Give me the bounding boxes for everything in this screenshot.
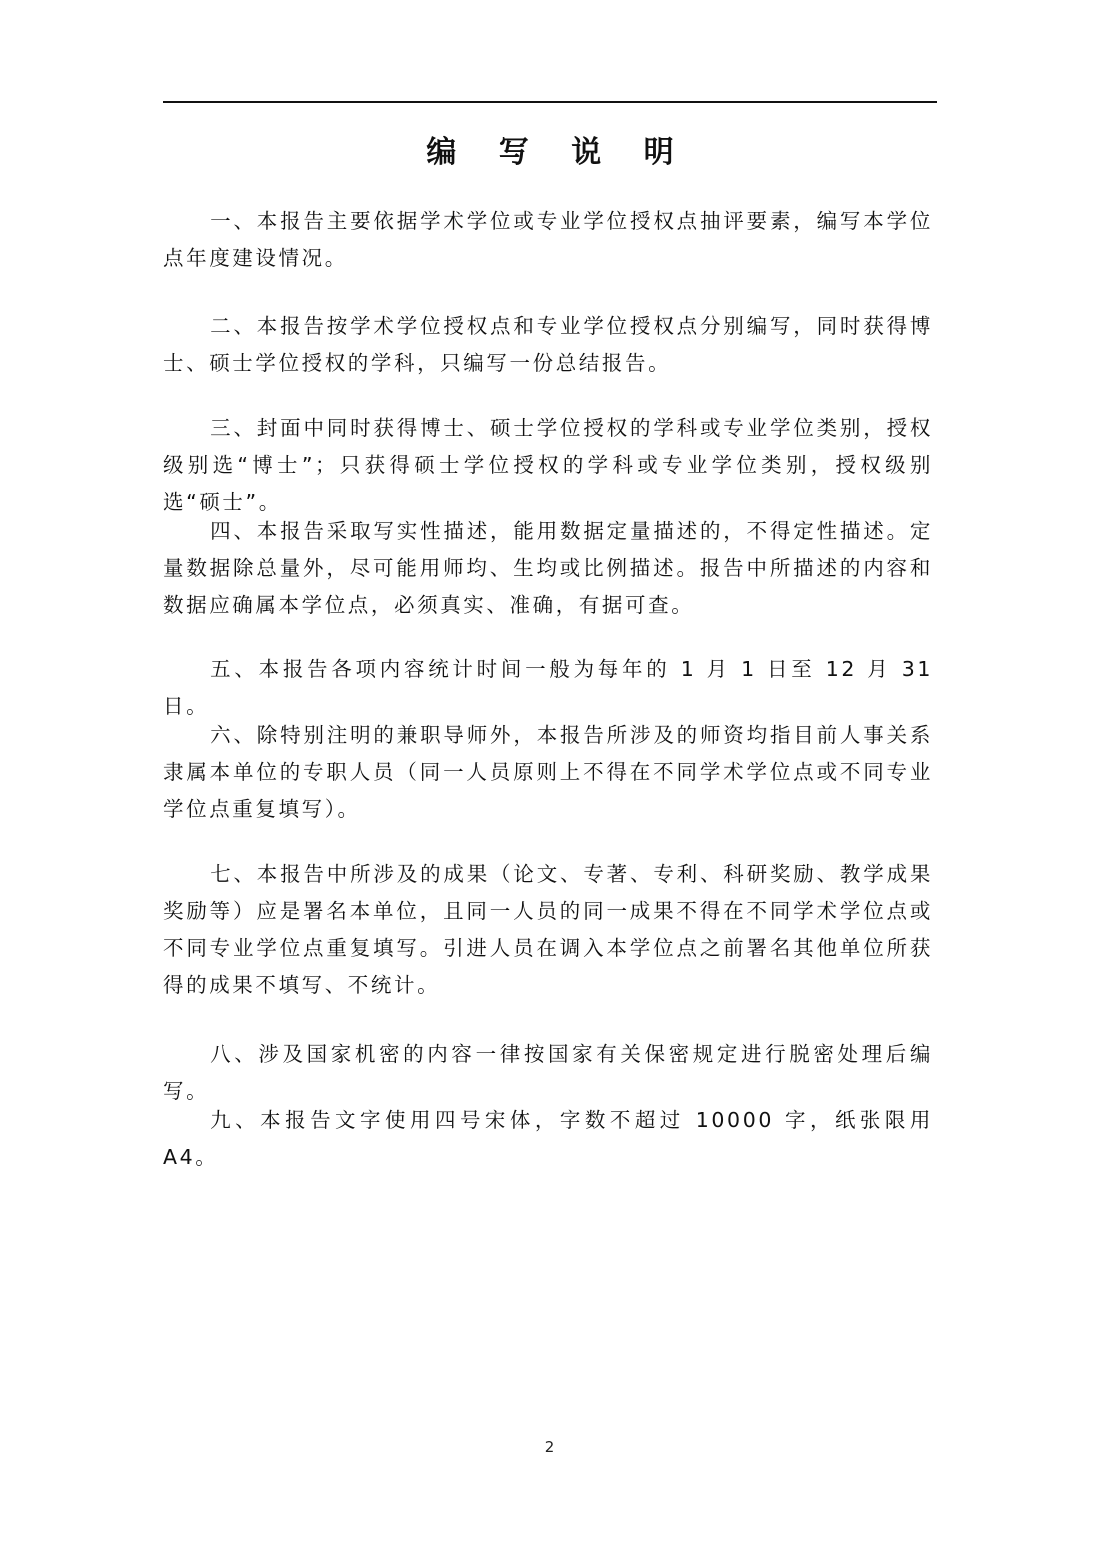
instruction-paragraph-3: 三、封面中同时获得博士、硕士学位授权的学科或专业学位类别，授权级别选“博士”；只获得硕士学位授权的学科或专业学位类别，授权级别选“硕士”。 bbox=[163, 416, 933, 514]
page-title: 编 写 说 明 bbox=[426, 135, 690, 170]
header-rule bbox=[163, 101, 937, 103]
instruction-paragraph-8: 八、涉及国家机密的内容一律按国家有关保密规定进行脱密处理后编写。 bbox=[163, 1042, 933, 1103]
instruction-paragraph-1: 一、本报告主要依据学术学位或专业学位授权点抽评要素，编写本学位点年度建设情况。 bbox=[163, 209, 933, 270]
instruction-paragraph-6: 六、除特别注明的兼职导师外，本报告所涉及的师资均指目前人事关系隶属本单位的专职人员（同一人员原则上不得在不同学术学位点或不同专业学位点重复填写）。 bbox=[163, 723, 933, 821]
instruction-paragraph-7: 七、本报告中所涉及的成果（论文、专著、专利、科研奖励、教学成果奖励等）应是署名本单位，且同一人员的同一成果不得在不同学术学位点或不同专业学位点重复填写。引进人员在调入本学位点之前署名其他单位所获得的成果不填写、不统计。 bbox=[163, 862, 933, 997]
instruction-paragraph-5: 五、本报告各项内容统计时间一般为每年的 1 月 1 日至 12 月 31 日。 bbox=[163, 657, 933, 718]
instruction-paragraph-4: 四、本报告采取写实性描述，能用数据定量描述的，不得定性描述。定量数据除总量外，尽可能用师均、生均或比例描述。报告中所描述的内容和数据应确属本学位点，必须真实、准确，有据可查。 bbox=[163, 519, 933, 617]
instruction-paragraph-2: 二、本报告按学术学位授权点和专业学位授权点分别编写，同时获得博士、硕士学位授权的学科，只编写一份总结报告。 bbox=[163, 314, 933, 375]
instruction-paragraph-9: 九、本报告文字使用四号宋体，字数不超过 10000 字，纸张限用 A4。 bbox=[163, 1108, 933, 1169]
page-number: 2 bbox=[544, 1438, 555, 1456]
